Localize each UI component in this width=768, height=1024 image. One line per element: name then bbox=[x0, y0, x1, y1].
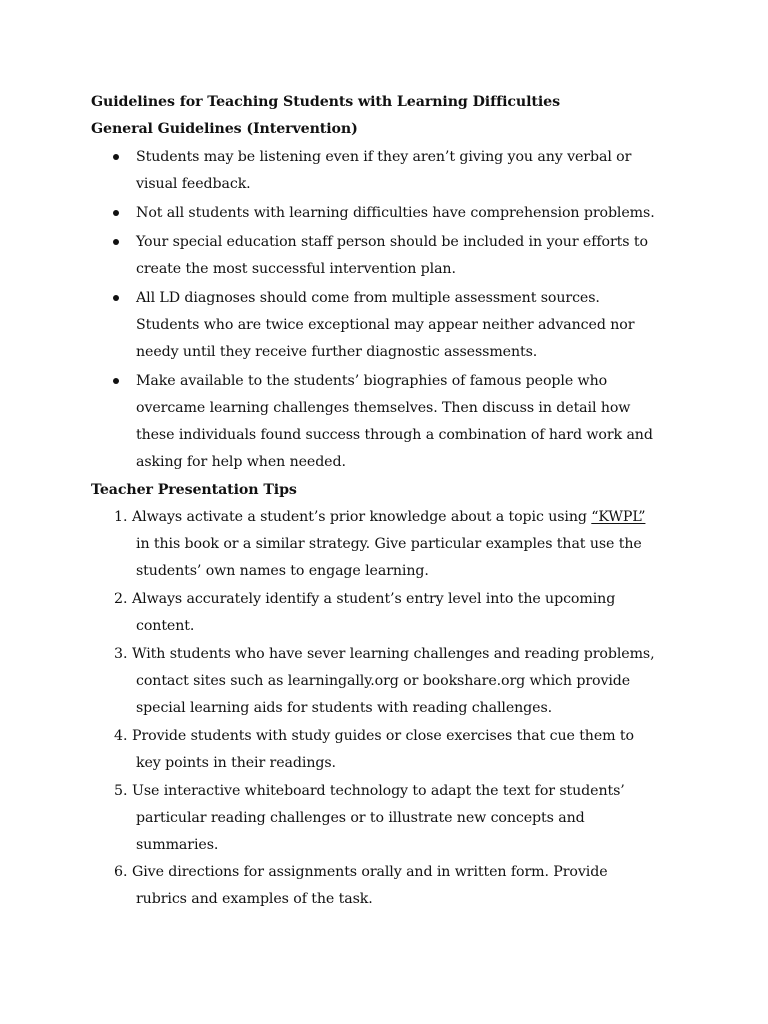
tip-text-line: contact sites such as learningally.org or bookshare.org which provide bbox=[136, 673, 631, 689]
tip-text-line: With students who have sever learning challenges and reading problems, bbox=[132, 646, 655, 662]
bullet-dot-icon bbox=[113, 295, 119, 301]
tip-text-line: in this book or a similar strategy. Give particular examples that use the bbox=[136, 536, 642, 552]
bullet-dot-icon bbox=[113, 239, 119, 245]
tip-text-line: content. bbox=[136, 618, 195, 634]
tip-number: 4. bbox=[114, 728, 128, 744]
tip-text-prefix: Always activate a student’s prior knowledge about a topic using bbox=[132, 509, 592, 525]
tip-text-line: Use interactive whiteboard technology to adapt the text for students’ bbox=[132, 783, 625, 799]
bullet-text-line: Not all students with learning difficulties have comprehension problems. bbox=[136, 205, 655, 221]
tip-text-line: summaries. bbox=[136, 837, 219, 853]
tip-number: 2. bbox=[114, 591, 128, 607]
bullet-text-line: Students may be listening even if they aren’t giving you any verbal or bbox=[136, 149, 632, 165]
bullet-dot-icon bbox=[113, 378, 119, 384]
tip-text-line: Always accurately identify a student’s entry level into the upcoming bbox=[132, 591, 616, 607]
bullet-text-line: asking for help when needed. bbox=[136, 454, 346, 470]
general-guidelines-heading: General Guidelines (Intervention) bbox=[91, 121, 358, 137]
tip-text-line: particular reading challenges or to illustrate new concepts and bbox=[136, 810, 585, 826]
tip-text-line: Give directions for assignments orally and in written form. Provide bbox=[132, 864, 608, 880]
tip-text-line: rubrics and examples of the task. bbox=[136, 891, 373, 907]
bullet-text-line: Make available to the students’ biographies of famous people who bbox=[136, 373, 608, 389]
bullet-dot-icon bbox=[113, 210, 119, 216]
bullet-text-line: Your special education staff person should be included in your efforts to bbox=[136, 234, 648, 250]
bullet-text-line: Students who are twice exceptional may appear neither advanced nor bbox=[136, 317, 635, 333]
tip-number: 5. bbox=[114, 783, 128, 799]
tip-number: 3. bbox=[114, 646, 128, 662]
bullet-text-line: needy until they receive further diagnostic assessments. bbox=[136, 344, 538, 360]
bullet-text-line: visual feedback. bbox=[136, 176, 251, 192]
bullet-text-line: All LD diagnoses should come from multiple assessment sources. bbox=[136, 290, 600, 306]
bullet-dot-icon bbox=[113, 154, 119, 160]
kwpl-link[interactable]: “KWPL” bbox=[591, 509, 646, 525]
tip-number: 6. bbox=[114, 864, 128, 880]
tip-text-line: key points in their readings. bbox=[136, 755, 336, 771]
tip-text-line: students’ own names to engage learning. bbox=[136, 563, 429, 579]
bullet-text-line: these individuals found success through a combination of hard work and bbox=[136, 427, 653, 443]
teacher-tips-heading: Teacher Presentation Tips bbox=[91, 482, 297, 498]
bullet-text-line: overcame learning challenges themselves. Then discuss in detail how bbox=[136, 400, 631, 416]
document-title: Guidelines for Teaching Students with Learning Difficulties bbox=[91, 94, 560, 110]
tip-text-line: Provide students with study guides or close exercises that cue them to bbox=[132, 728, 634, 744]
tip-number: 1. bbox=[114, 509, 128, 525]
tip-text-line: special learning aids for students with reading challenges. bbox=[136, 700, 553, 716]
tip-text-line bbox=[132, 507, 645, 527]
bullet-text-line: create the most successful intervention plan. bbox=[136, 261, 456, 277]
